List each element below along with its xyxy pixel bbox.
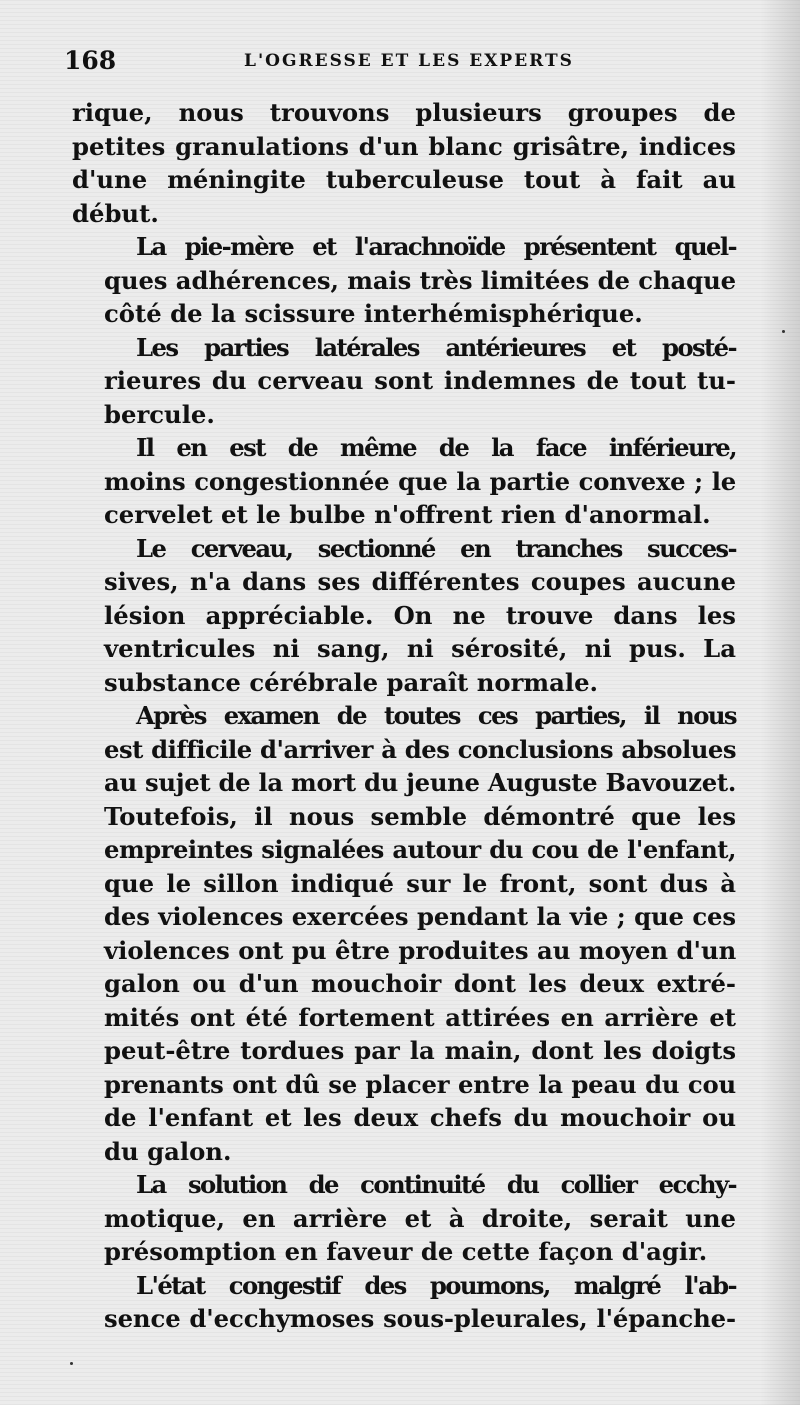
paragraph <box>72 230 736 331</box>
text-line: ques adhérences, mais très limitées de chaque <box>104 265 736 295</box>
body-text <box>72 96 736 1336</box>
text-line: début. <box>72 198 159 228</box>
print-speck <box>782 330 785 333</box>
paragraph <box>72 331 736 432</box>
text-line: au sujet de la mort du jeune Auguste Bavouzet. <box>104 768 736 797</box>
text-line: du galon. <box>104 1136 232 1166</box>
text-line: côté de la scissure interhémisphérique. <box>104 299 643 328</box>
text-line: substance cérébrale paraît normale. <box>104 667 599 697</box>
text-line: de l'enfant et les deux chefs du mouchoir ou <box>104 1103 736 1132</box>
paragraph <box>72 1269 736 1336</box>
running-title: L'OGRESSE ET LES EXPERTS <box>244 51 574 71</box>
text-line: cervelet et le bulbe n'offrent rien d'anormal. <box>104 500 711 529</box>
text-line: sives, n'a dans ses différentes coupes aucune <box>104 567 736 596</box>
text-line: Toutefois, il nous semble démontré que les <box>104 801 736 831</box>
text-line: Il en est de même de la face inférieure, <box>136 433 736 462</box>
page-header <box>64 46 736 80</box>
text-line: La solution de continuité du collier ecchy- <box>136 1170 736 1199</box>
text-line: violences ont pu être produites au moyen d'un <box>104 935 737 965</box>
page-edge-shadow <box>760 0 800 1405</box>
print-speck <box>70 1362 73 1365</box>
paragraph <box>72 532 736 700</box>
text-line: Le cerveau, sectionné en tranches succes- <box>136 533 736 563</box>
text-line: ventricules ni sang, ni sérosité, ni pus. La <box>104 634 736 663</box>
text-line: rieures du cerveau sont indemnes de tout tu- <box>104 366 736 395</box>
paragraph <box>72 1168 736 1269</box>
paragraph <box>72 96 736 230</box>
text-line: des violences exercées pendant la vie ; que ces <box>104 902 736 931</box>
text-line: sence d'ecchymoses sous-pleurales, l'épanche- <box>104 1304 736 1333</box>
page-number: 168 <box>64 46 117 75</box>
text-line: d'une méningite tuberculeuse tout à fait au <box>72 165 736 194</box>
text-line: Les parties latérales antérieures et posté- <box>136 332 736 362</box>
text-line: lésion appréciable. On ne trouve dans les <box>104 600 736 630</box>
text-line: motique, en arrière et à droite, serait une <box>104 1203 736 1233</box>
text-line: peut-être tordues par la main, dont les doigts <box>104 1036 736 1065</box>
text-line: que le sillon indiqué sur le front, sont dus à <box>104 868 736 898</box>
text-line: L'état congestif des poumons, malgré l'ab- <box>136 1270 736 1300</box>
text-line: présomption en faveur de cette façon d'agir. <box>104 1237 708 1266</box>
text-line: empreintes signalées autour du cou de l'enfant, <box>104 835 736 864</box>
text-line: Après examen de toutes ces parties, il nous <box>136 701 736 730</box>
text-line: La pie-mère et l'arachnoïde présentent quel- <box>136 232 736 261</box>
paragraph <box>72 699 736 1168</box>
text-line: est difficile d'arriver à des conclusions absolues <box>104 734 736 764</box>
text-line: prenants ont dû se placer entre la peau du cou <box>104 1069 736 1099</box>
text-line: rique, nous trouvons plusieurs groupes de <box>72 98 736 127</box>
paragraph <box>72 431 736 532</box>
text-line: petites granulations d'un blanc grisâtre, indices <box>72 131 736 161</box>
text-line: bercule. <box>104 399 215 429</box>
text-line: mités ont été fortement attirées en arrière et <box>104 1002 736 1032</box>
text-line: moins congestionnée que la partie convexe ; le <box>104 466 736 496</box>
text-line: galon ou d'un mouchoir dont les deux extré- <box>104 969 736 998</box>
